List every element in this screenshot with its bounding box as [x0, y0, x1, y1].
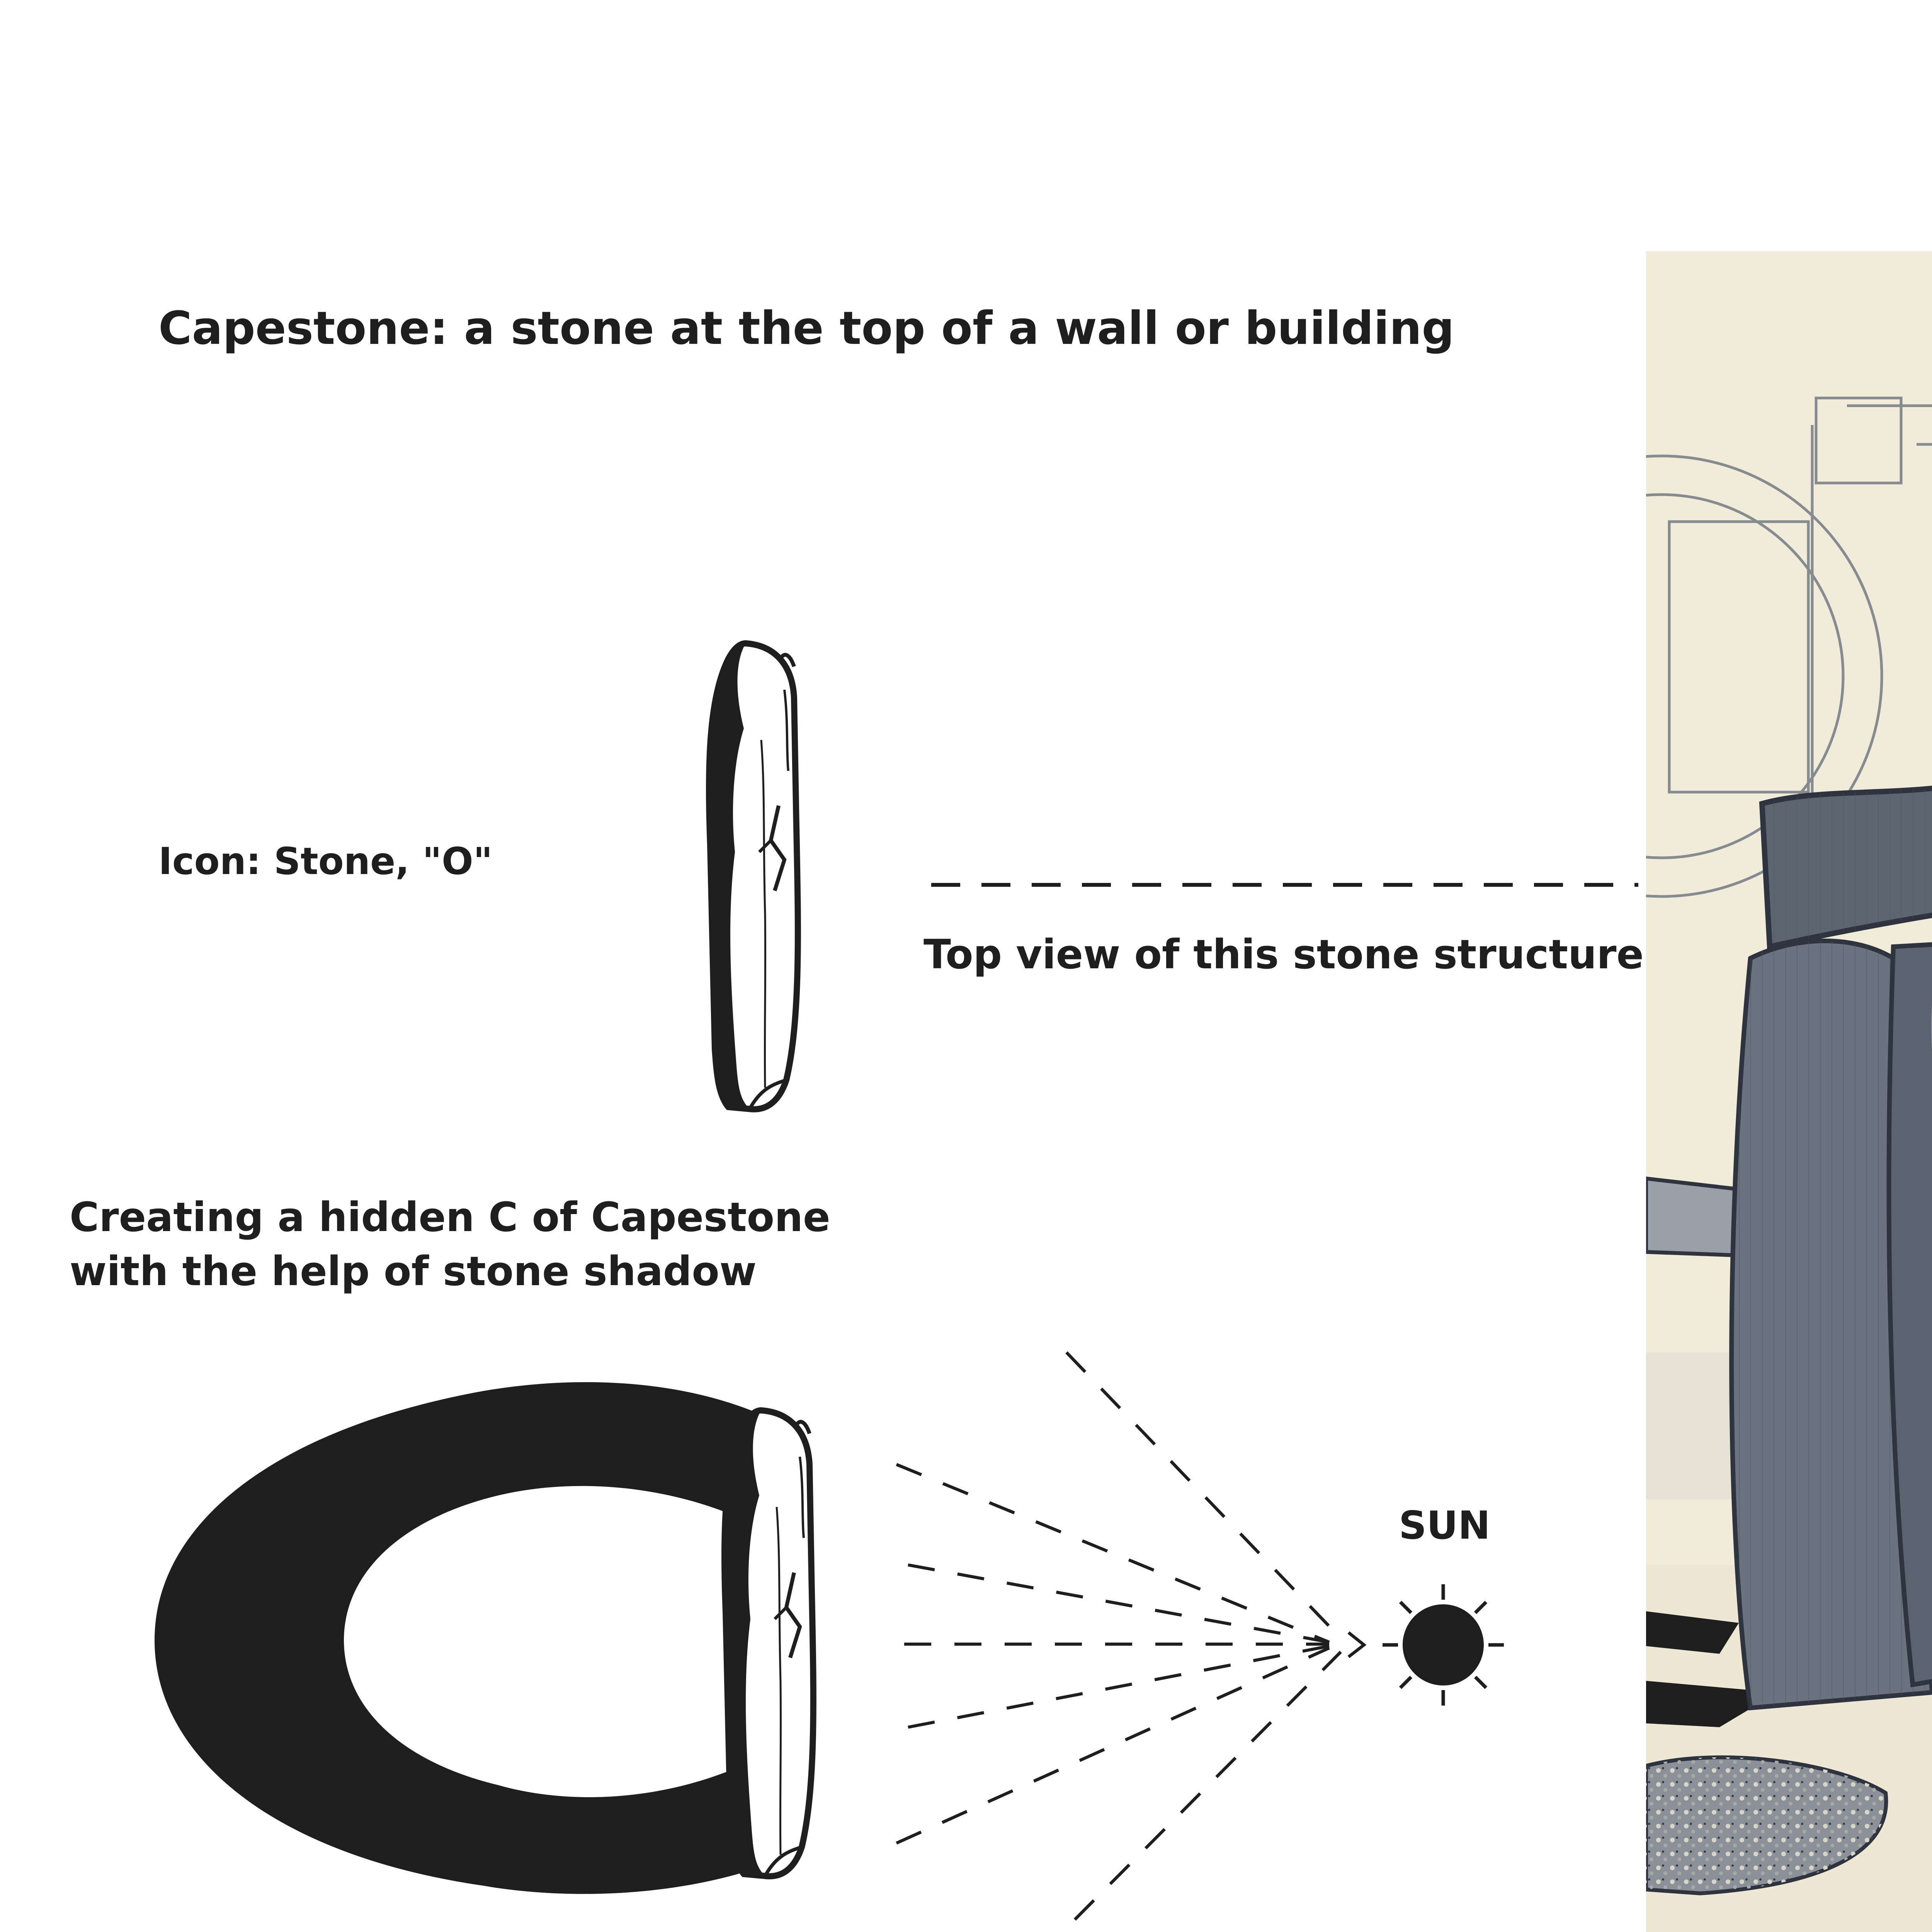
stonehenge-illustration — [1441, 251, 1932, 1932]
shadow-stone-icon — [724, 1410, 813, 1876]
light-rays — [896, 1352, 1341, 1932]
stone-icon — [709, 643, 798, 1109]
c-shadow-shape — [155, 1382, 792, 1894]
top-view-label: Top view of this stone structure — [923, 931, 1644, 978]
hidden-c-caption-line-1: Creating a hidden C of Capestone — [70, 1194, 830, 1241]
sun-label: SUN — [1399, 1503, 1490, 1548]
sun-icon — [1383, 1584, 1504, 1706]
icon-label: Icon: Stone, "O" — [158, 840, 493, 883]
ray-convergence-mark — [1349, 1633, 1364, 1657]
hidden-c-caption-line-2: with the help of stone shadow — [70, 1248, 757, 1295]
page-title: Capestone: a stone at the top of a wall or building — [158, 301, 1454, 355]
